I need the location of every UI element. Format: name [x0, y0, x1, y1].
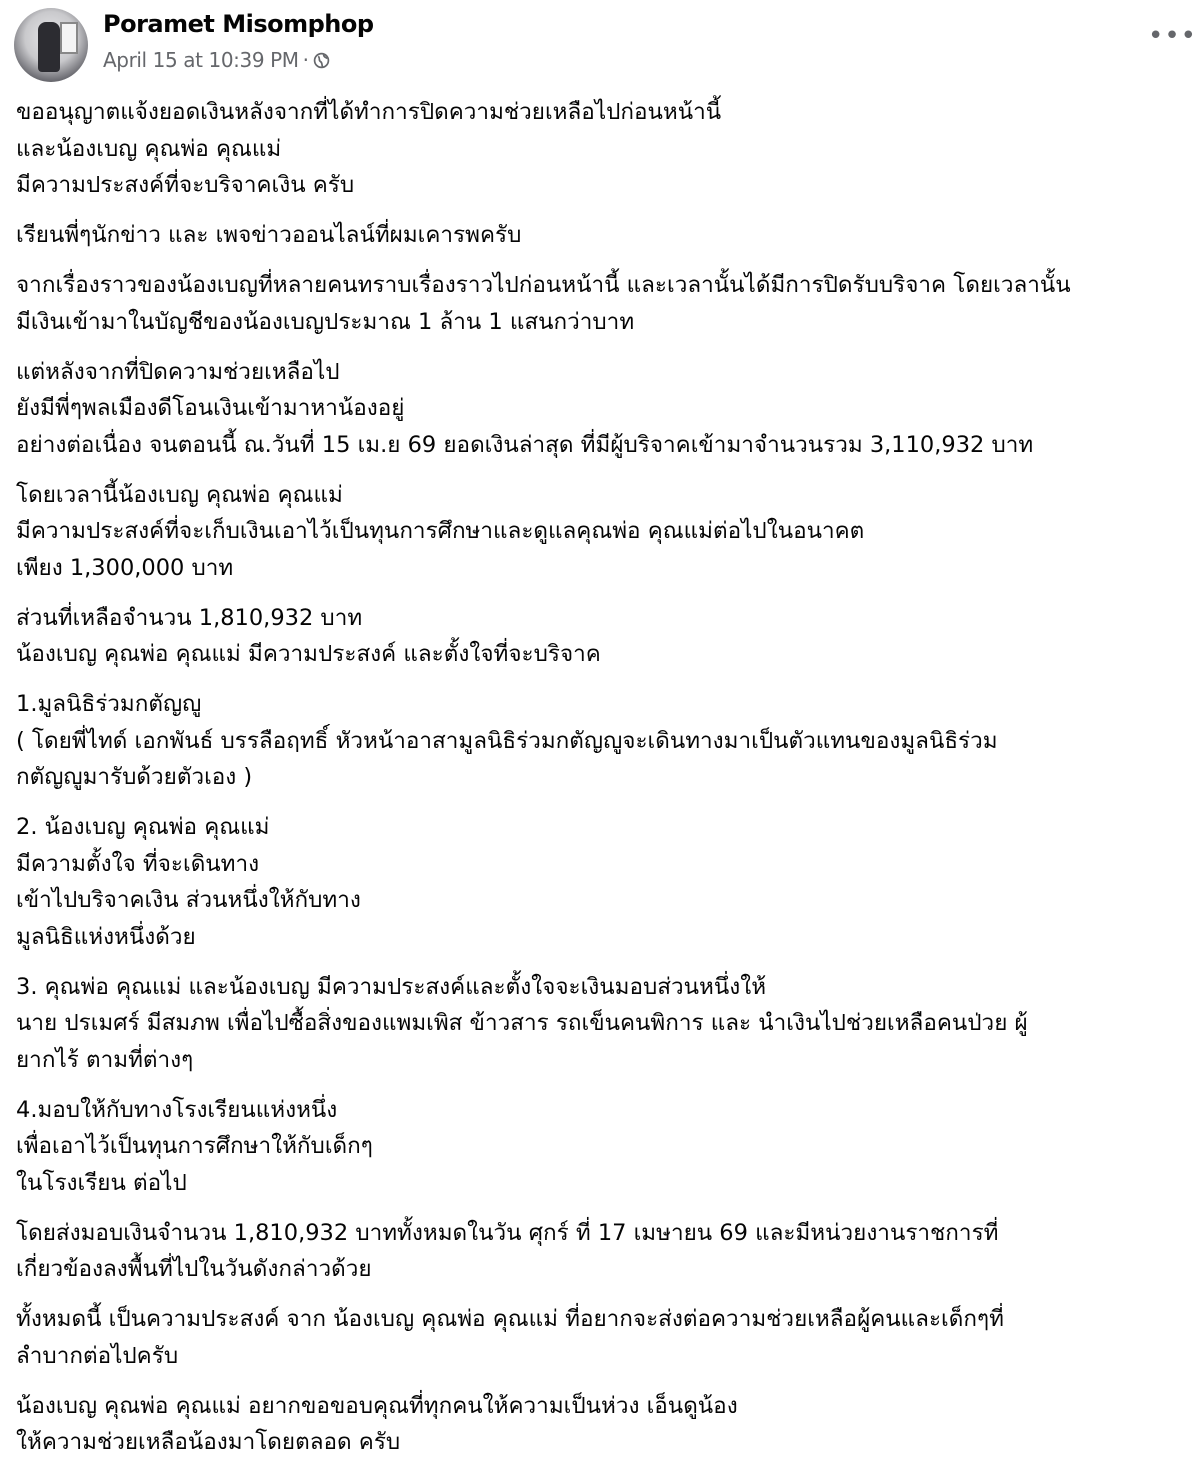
- post-text-line: มีเงินเข้ามาในบัญชีของน้องเบญประมาณ 1 ล้าน 1 แสนกว่าบาท: [16, 308, 635, 335]
- post-paragraph: [16, 217, 1200, 254]
- post-text-line: เรียนพี่ๆนักข่าว และ เพจข่าวออนไลน์ที่ผมเคารพครับ: [16, 222, 522, 248]
- post-text-line: อย่างต่อเนื่อง จนตอนนี้ ณ.วันที่ 15 เม.ย 69 ยอดเงินล่าสุด ที่มีผู้บริจาคเข้ามาจำนวนรวม 3,110,932 บาท: [16, 431, 1034, 458]
- post-text-line: 1.มูลนิธิร่วมกตัญญู: [16, 691, 202, 717]
- post-meta: [103, 48, 330, 72]
- post-text-line: เพื่อเอาไว้เป็นทุนการศึกษาให้กับเด็กๆ: [16, 1133, 373, 1159]
- post-paragraph: [16, 354, 1200, 464]
- post-text-line: ยากไร้ ตามที่ต่างๆ: [16, 1046, 194, 1073]
- post-text-line: กตัญญูมารับด้วยตัวเอง ): [16, 764, 253, 790]
- post-paragraph: [16, 969, 1200, 1079]
- avatar-person-shape: [38, 22, 60, 72]
- post-text-line: มีความประสงค์ที่จะเก็บเงินเอาไว้เป็นทุนการศึกษาและดูแลคุณพ่อ คุณแม่ต่อไปในอนาคต: [16, 518, 865, 544]
- more-options-icon[interactable]: •••: [1148, 21, 1198, 51]
- post-text-line: ส่วนที่เหลือจำนวน 1,810,932 บาท: [16, 604, 363, 631]
- post-text-line: มีความตั้งใจ ที่จะเดินทาง: [16, 850, 260, 877]
- post-text-line: และน้องเบญ คุณพ่อ คุณแม่: [16, 135, 282, 162]
- post-text: [16, 94, 1200, 1474]
- post-paragraph: [16, 1215, 1200, 1288]
- post-text-line: จากเรื่องราวของน้องเบญที่หลายคนทราบเรื่องราวไปก่อนหน้านี้ และเวลานั้นได้มีการปิดรับบริจาค โดยเวลานั้น: [16, 272, 1071, 298]
- author-avatar[interactable]: [14, 8, 88, 82]
- post-text-line: มีความประสงค์ที่จะบริจาคเงิน ครับ: [16, 172, 355, 198]
- post-text-line: เกี่ยวข้องลงพื้นที่ไปในวันดังกล่าวด้วย: [16, 1256, 372, 1282]
- post-text-line: นาย ปรเมศร์ มีสมภพ เพื่อไปซื้อสิ่งของแพมเพิส ข้าวสาร รถเข็นคนพิการ และ นำเงินไปช่วยเหลือคนป่วย ผู้: [16, 1010, 1028, 1036]
- post-paragraph: [16, 1388, 1200, 1461]
- post-paragraph: [16, 686, 1200, 796]
- meta-separator: ·: [302, 48, 309, 72]
- post-text-line: ทั้งหมดนี้ เป็นความประสงค์ จาก น้องเบญ คุณพ่อ คุณแม่ ที่อยากจะส่งต่อความช่วยเหลือผู้คนและเด็กๆที่: [16, 1306, 1004, 1332]
- post-text-line: ขออนุญาตแจ้งยอดเงินหลังจากที่ได้ทำการปิดความช่วยเหลือไปก่อนหน้านี้: [16, 99, 722, 125]
- globe-icon[interactable]: [313, 52, 330, 69]
- post-paragraph: [16, 94, 1200, 204]
- post-text-line: เพียง 1,300,000 บาท: [16, 554, 234, 581]
- post-text-line: 4.มอบให้กับทางโรงเรียนแห่งหนึ่ง: [16, 1096, 338, 1123]
- post-text-line: ( โดยพี่ไทด์ เอกพันธ์ บรรลือฤทธิ์ หัวหน้าอาสามูลนิธิร่วมกตัญญูจะเดินทางมาเป็นตัวแทนของมูลนิธิร่วม: [16, 727, 998, 754]
- post-text-line: โดยส่งมอบเงินจำนวน 1,810,932 บาททั้งหมดในวัน ศุกร์ ที่ 17 เมษายน 69 และมีหน่วยงานราชการที่: [16, 1219, 999, 1246]
- post-paragraph: [16, 477, 1200, 587]
- post-text-line: น้องเบญ คุณพ่อ คุณแม่ อยากขอขอบคุณที่ทุกคนให้ความเป็นห่วง เอ็นดูน้อง: [16, 1392, 738, 1419]
- post-text-line: น้องเบญ คุณพ่อ คุณแม่ มีความประสงค์ และตั้งใจที่จะบริจาค: [16, 641, 601, 667]
- post-text-line: เข้าไปบริจาคเงิน ส่วนหนึ่งให้กับทาง: [16, 887, 361, 913]
- author-name[interactable]: Poramet Misomphop: [103, 10, 374, 38]
- post-text-line: ให้ความช่วยเหลือน้องมาโดยตลอด ครับ: [16, 1429, 401, 1455]
- post-timestamp[interactable]: April 15 at 10:39 PM: [103, 48, 299, 72]
- post-text-line: มูลนิธิแห่งหนึ่งด้วย: [16, 923, 196, 950]
- post-paragraph: [16, 267, 1200, 340]
- post-text-line: ลำบากต่อไปครับ: [16, 1342, 179, 1369]
- avatar-window-shape: [60, 22, 78, 54]
- post-paragraph: [16, 1301, 1200, 1374]
- post-text-line: 2. น้องเบญ คุณพ่อ คุณแม่: [16, 814, 270, 840]
- post-text-line: โดยเวลานี้น้องเบญ คุณพ่อ คุณแม่: [16, 481, 343, 508]
- post-text-line: 3. คุณพ่อ คุณแม่ และน้องเบญ มีความประสงค์และตั้งใจจะเงินมอบส่วนหนึ่งให้: [16, 973, 767, 1000]
- post-paragraph: [16, 600, 1200, 673]
- post-paragraph: [16, 1092, 1200, 1202]
- post-text-line: ยังมีพี่ๆพลเมืองดีโอนเงินเข้ามาหาน้องอยู่: [16, 395, 405, 421]
- post-text-line: แต่หลังจากที่ปิดความช่วยเหลือไป: [16, 358, 340, 385]
- post-paragraph: [16, 809, 1200, 955]
- post-text-line: ในโรงเรียน ต่อไป: [16, 1169, 187, 1196]
